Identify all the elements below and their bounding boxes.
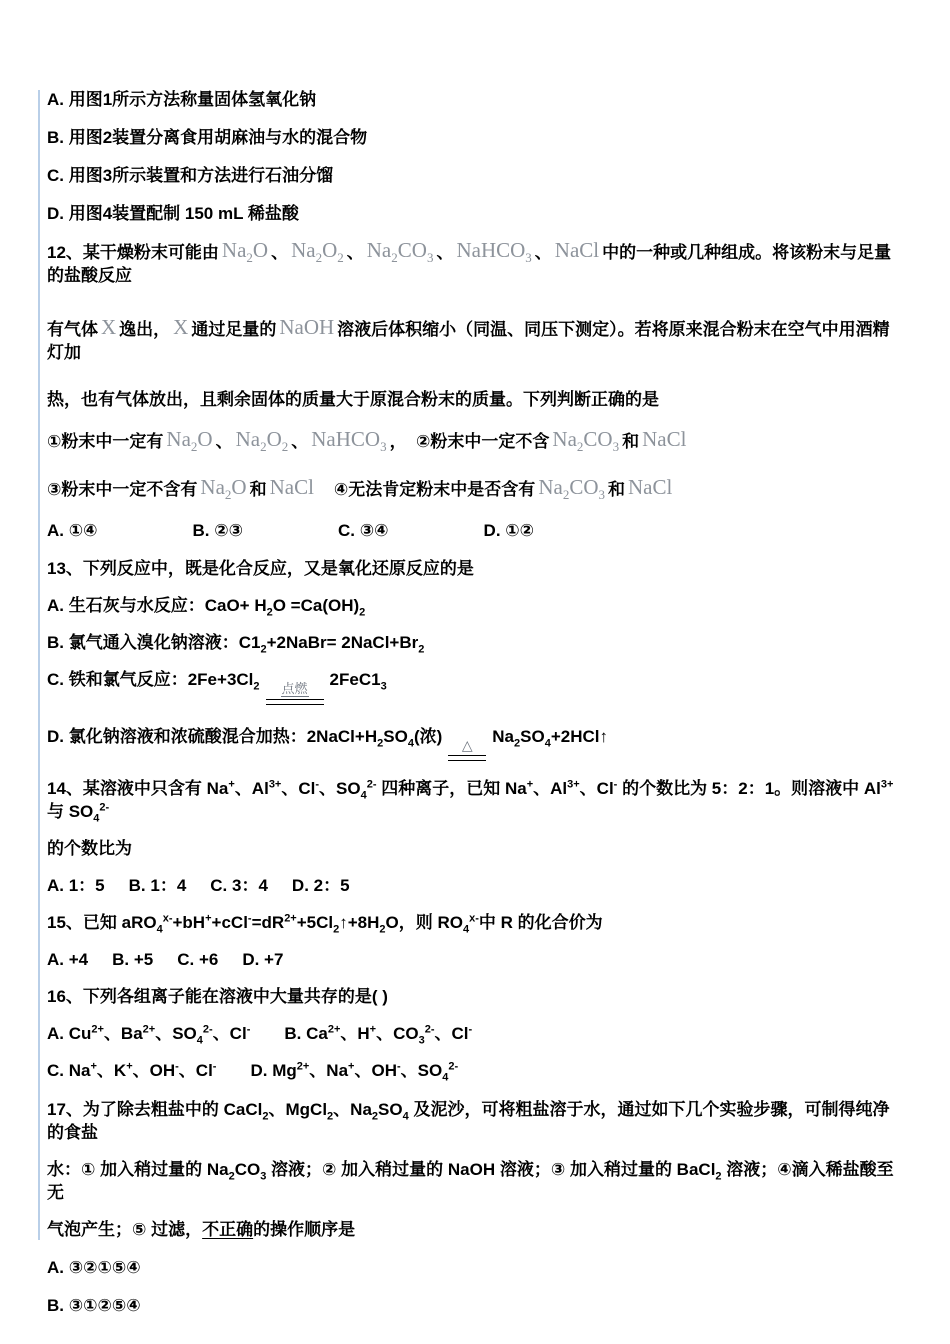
q11-option-a: A. 用图1所示方法称量固体氢氧化钠 bbox=[47, 90, 317, 109]
q16-stem: 16、下列各组离子能在溶液中大量共存的是( ) bbox=[47, 987, 388, 1006]
q13-option-c: C. 铁和氯气反应：$2Fe+3Cl_2$ 点燃 $2FeC1_3$ bbox=[47, 668, 904, 705]
left-margin-rule bbox=[38, 90, 40, 1240]
q13-stem: 13、下列反应中，既是化合反应，又是氧化还原反应的是 bbox=[47, 559, 474, 578]
q17-option-b: B. ③①②⑤④ bbox=[47, 1296, 141, 1315]
q15-stem: 15、已知 $aRO_4^{x-}+bH^++cCl^-=dR^{2+}+5Cl_2↑+8H_2O$，则 $RO_4^{x-}$中 R 的化合价为 bbox=[47, 912, 603, 936]
q12-statements-3-4: ③粉末中一定不含有 $Na_2O$ 和 NaCl ④无法肯定粉末中是否含有 $Na_2CO_3$ 和 NaCl bbox=[47, 475, 673, 503]
q13-option-b: B. 氯气通入溴化钠溶液：$C1_2+2NaBr=$ $2NaCl+Br_2$ bbox=[47, 633, 425, 656]
q11-option-b: B. 用图2装置分离食用胡麻油与水的混合物 bbox=[47, 128, 368, 147]
q16-options-ab: A. $Cu^{2+}$、$Ba^{2+}$、$SO_4^{2-}$、Cl- B. $Ca^{2+}$、H+、$CO_3^{2-}$、Cl- bbox=[47, 1023, 473, 1047]
q12-stem-line3: 热，也有气体放出，且剩余固体的质量大于原混合粉末的质量。下列判断正确的是 bbox=[47, 390, 659, 409]
q17-stem-line2: 水：① 加入稍过量的 $Na_2CO_3$ 溶液；② 加入稍过量的 NaOH 溶液；③ 加入稍过量的 BaCl$_2$ 溶液；④滴入稀盐酸至无 bbox=[47, 1160, 894, 1202]
q11-option-d: D. 用图4装置配制 150 mL 稀盐酸 bbox=[47, 204, 299, 223]
q13-option-d: D. 氯化钠溶液和浓硫酸混合加热：$2NaCl+H_2SO_4$(浓) △ $Na_2SO_4+2HCl↑$ bbox=[47, 725, 904, 761]
q12-statements-1-2: ①粉末中一定有 $Na_2O$ 、 $Na_2O_2$ 、 NaHCO$_3$ ， ②粉末中一定不含 $Na_2CO_3$ 和 NaCl bbox=[47, 427, 687, 455]
q14-answers: A. 1：5 B. 1：4 C. 3：4 D. 2：5 bbox=[47, 876, 350, 895]
q17-stem-line3: 气泡产生；⑤ 过滤，不正确的操作顺序是 bbox=[47, 1220, 356, 1239]
q14-stem-line2: 的个数比为 bbox=[47, 839, 132, 858]
q17-option-a: A. ③②①⑤④ bbox=[47, 1258, 141, 1277]
q14-stem-line1: 14、某溶液中只含有 Na+、$Al^{3+}$、Cl-、$SO_4^{2-}$ 四种离子，已知 Na+、$Al^{3+}$、Cl- 的个数比为 5：2：1。则溶液中 $Al^{3+}$ 与 $SO_4^{2-}$ bbox=[47, 778, 894, 825]
q15-answers: A. +4 B. +5 C. +6 D. +7 bbox=[47, 950, 284, 969]
q16-options-cd: C. Na+、K+、OH-、Cl- D. $Mg^{2+}$、Na+、OH-、$SO_4^{2-}$ bbox=[47, 1060, 459, 1084]
q17-stem-line1: 17、为了除去粗盐中的 CaCl$_2$、MgCl$_2$、$Na_2SO_4$ 及泥沙，可将粗盐溶于水，通过如下几个实验步骤，可制得纯净的食盐 bbox=[47, 1100, 890, 1142]
q12-stem-line2: 有气体 X 逸出， X 通过足量的 NaOH 溶液后体积缩小（同温、同压下测定）。若将原来混合粉末在空气中用酒精灯加 bbox=[47, 315, 890, 362]
q12-stem-line1: 12、某干燥粉末可能由 $Na_2O$ 、 $Na_2O_2$ 、 $Na_2CO_3$ 、 NaHCO$_3$ 、 NaCl 中的一种或几种组成。将该粉末与足量的盐酸反应 bbox=[47, 238, 892, 285]
q11-option-c: C. 用图3所示装置和方法进行石油分馏 bbox=[47, 166, 334, 185]
q13-option-a: A. 生石灰与水反应：$CaO+ H_2O =Ca(OH)_2$ bbox=[47, 596, 366, 619]
q12-answers: A. ①④ B. ②③ C. ③④ D. ①② bbox=[47, 521, 535, 540]
